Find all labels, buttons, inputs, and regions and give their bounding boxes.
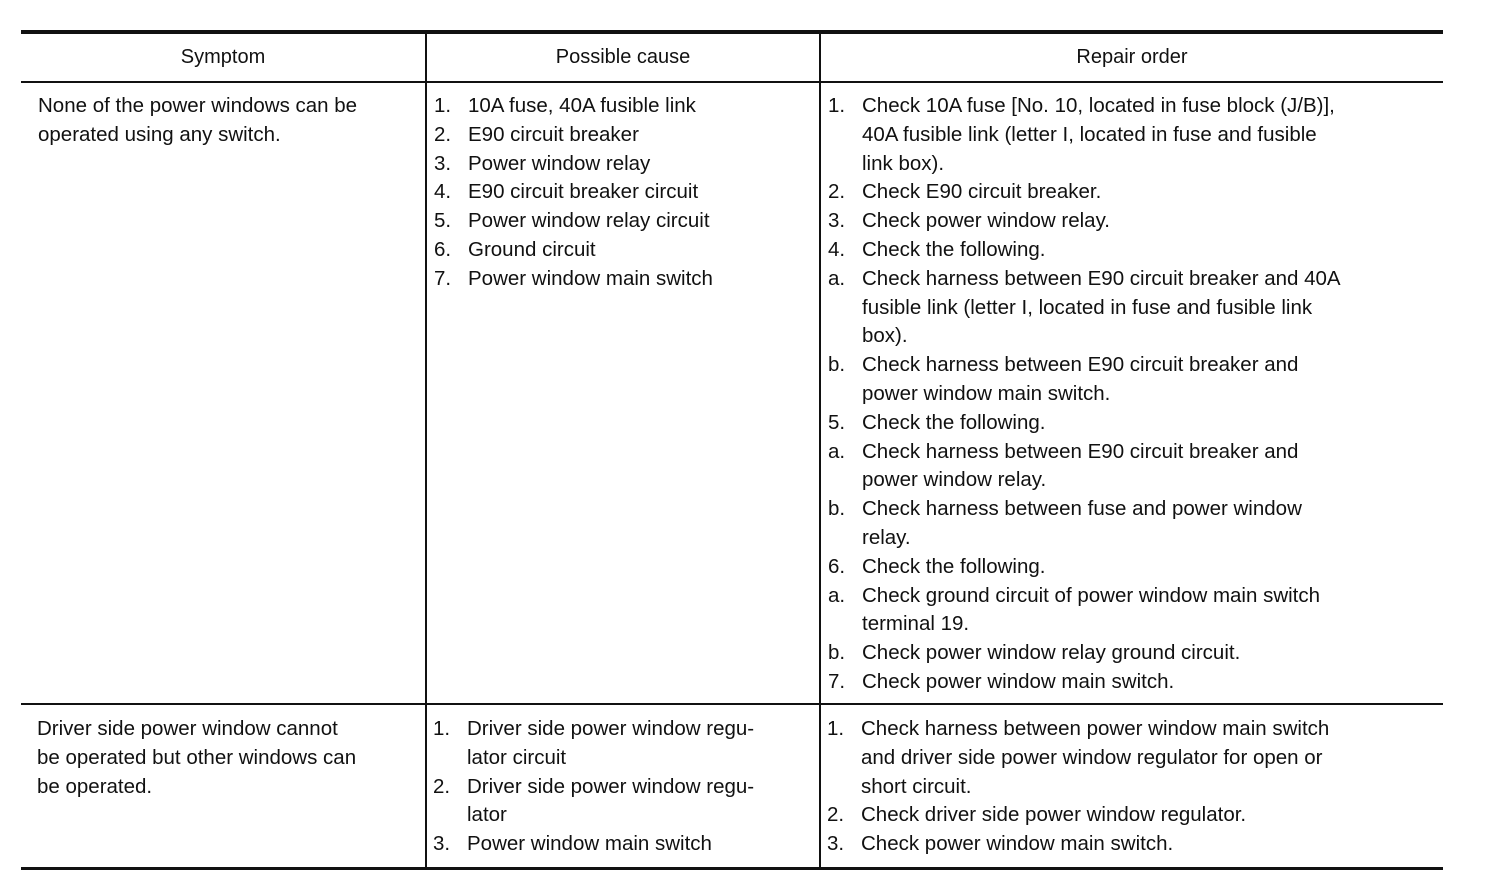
cause-item: [434, 207, 817, 236]
cause-item: [434, 150, 817, 179]
header-possible-cause: Possible cause: [555, 46, 691, 68]
header-symptom: Symptom: [180, 46, 266, 68]
item-marker: 1.: [433, 717, 451, 740]
cause-item: [434, 92, 817, 121]
item-text: E90 circuit breaker circuit: [468, 180, 699, 204]
repair-item: [828, 438, 1440, 496]
repair-item: [828, 553, 1440, 582]
symptom-cell: None of the power windows can be operated using any switch.: [38, 94, 358, 146]
item-marker: 1.: [434, 94, 452, 117]
item-marker: 3.: [434, 151, 452, 175]
item-text: Check the following.: [862, 410, 1046, 434]
item-text: Check 10A fuse [No. 10, located in fuse block (J/B)], 40A fusible link (letter I, located in fuse and fusible link box).: [862, 94, 1335, 175]
repair-item: [828, 92, 1440, 178]
item-text: Check power window relay ground circuit.: [862, 641, 1241, 665]
cause-item: [433, 773, 817, 831]
repair-item: [827, 715, 1439, 801]
item-marker: a.: [828, 583, 846, 607]
item-text: Check driver side power window regulator.: [861, 803, 1247, 827]
header-repair-order: Repair order: [1076, 46, 1188, 68]
item-marker: 2.: [433, 774, 451, 798]
item-text: Driver side power window regu- lator: [467, 774, 755, 827]
repair-item: [827, 830, 1439, 859]
item-marker: 5.: [434, 209, 452, 233]
row-divider: [21, 703, 1443, 705]
repair-list: [827, 715, 1439, 859]
item-marker: b.: [828, 353, 846, 377]
item-text: Power window relay: [468, 151, 651, 175]
troubleshooting-table: [21, 30, 1443, 870]
repair-item: [828, 409, 1440, 438]
item-text: Check harness between E90 circuit breaker and power window relay.: [862, 439, 1299, 492]
item-text: Power window relay circuit: [468, 209, 710, 233]
item-text: Check power window main switch.: [861, 832, 1174, 856]
item-text: Check harness between power window main switch and driver side power window regulator for open or short circuit.: [861, 717, 1330, 798]
item-marker: 2.: [827, 803, 845, 827]
item-text: Check the following.: [862, 237, 1046, 261]
repair-item: [828, 495, 1440, 553]
item-text: Check harness between fuse and power window relay.: [862, 497, 1302, 549]
item-text: Check harness between E90 circuit breaker and 40A fusible link (letter I, located in fuse and fusible link box).: [862, 266, 1341, 348]
item-marker: 2.: [828, 180, 846, 204]
item-marker: b.: [828, 641, 846, 665]
item-marker: 3.: [828, 209, 846, 233]
item-marker: a.: [828, 266, 846, 290]
item-text: 10A fuse, 40A fusible link: [468, 94, 696, 117]
item-marker: 3.: [827, 832, 845, 856]
item-marker: 1.: [828, 94, 846, 117]
repair-item: [828, 265, 1440, 351]
item-text: Ground circuit: [468, 237, 596, 261]
item-text: Power window main switch: [468, 266, 713, 290]
item-text: Power window main switch: [467, 832, 712, 856]
item-text: Check power window main switch.: [862, 669, 1175, 693]
item-marker: 1.: [827, 717, 845, 740]
header-rule: [21, 81, 1443, 83]
item-text: Check harness between E90 circuit breaker and power window main switch.: [862, 353, 1299, 405]
repair-list: [828, 92, 1440, 697]
table-bottom-rule: [21, 867, 1443, 870]
repair-item: [828, 668, 1440, 697]
cause-list: [434, 92, 817, 294]
item-marker: 3.: [433, 832, 451, 856]
item-marker: 7.: [434, 266, 452, 290]
cause-list: [433, 715, 817, 859]
item-text: Check E90 circuit breaker.: [862, 180, 1102, 204]
column-divider: [425, 34, 427, 867]
item-text: Driver side power window regu- lator circuit: [467, 717, 755, 769]
item-marker: 5.: [828, 410, 846, 434]
item-text: Check power window relay.: [862, 209, 1111, 233]
symptom-cell: Driver side power window cannot be operated but other windows can be operated.: [37, 717, 357, 798]
item-marker: 2.: [434, 122, 452, 146]
item-marker: 7.: [828, 669, 846, 693]
repair-item: [828, 207, 1440, 236]
item-marker: a.: [828, 439, 846, 463]
cause-item: [434, 121, 817, 150]
item-marker: b.: [828, 497, 846, 521]
item-marker: 4.: [434, 180, 452, 204]
item-marker: 4.: [828, 237, 846, 261]
item-marker: 6.: [828, 554, 846, 578]
item-text: Check the following.: [862, 554, 1046, 578]
repair-item: [828, 236, 1440, 265]
repair-item: [828, 351, 1440, 409]
cause-item: [433, 715, 817, 773]
item-marker: 6.: [434, 237, 452, 261]
item-text: Check ground circuit of power window main switch terminal 19.: [862, 583, 1321, 636]
repair-item: [827, 801, 1439, 830]
repair-item: [828, 582, 1440, 640]
cause-item: [434, 265, 817, 294]
repair-item: [828, 639, 1440, 668]
column-divider: [819, 34, 821, 867]
cause-item: [433, 830, 817, 859]
cause-item: [434, 178, 817, 207]
item-text: E90 circuit breaker: [468, 122, 639, 146]
repair-item: [828, 178, 1440, 207]
cause-item: [434, 236, 817, 265]
